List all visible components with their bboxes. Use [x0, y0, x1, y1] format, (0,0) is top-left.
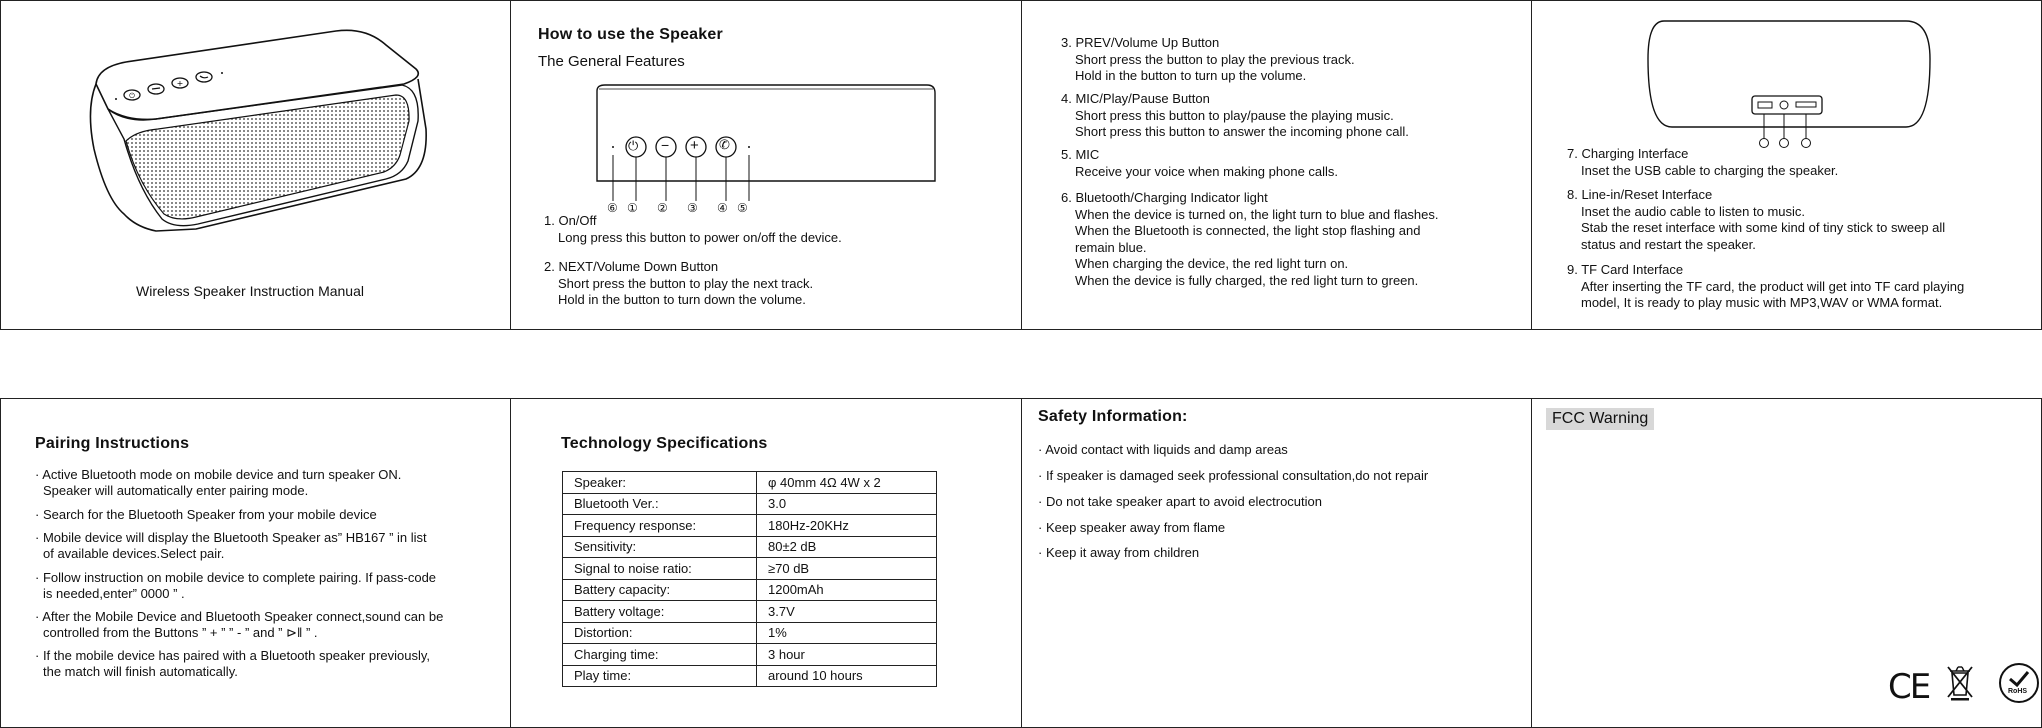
feature-item-6 — [1061, 190, 1439, 289]
pairing-line: · Active Bluetooth mode on mobile device and turn speaker ON. — [35, 467, 402, 482]
feature-line: Short press the button to play the previous track. — [1075, 51, 1355, 67]
safety-title: Safety Information: — [1038, 408, 1188, 425]
panel-safety — [1021, 398, 1532, 728]
feature-line: When the Bluetooth is connected, the light stop flashing and — [1075, 223, 1421, 238]
spec-row — [563, 579, 937, 601]
callout-1: ① — [627, 201, 638, 215]
rohs-label: RoHS — [2008, 688, 2028, 695]
feature-line: When the device is fully charged, the red light turn to green. — [1075, 272, 1419, 288]
spec-label: Speaker: — [563, 472, 757, 494]
feature-line: Inset the audio cable to listen to music. — [1581, 203, 1806, 219]
spec-label: Frequency response: — [563, 515, 757, 537]
feature-line: status and restart the speaker. — [1581, 236, 1756, 252]
feature-heading: 4. MIC/Play/Pause Button — [1061, 91, 1210, 106]
safety-bullet: · If speaker is damaged seek professional consultation,do not repair — [1038, 468, 1429, 483]
feature-item-4 — [1061, 91, 1409, 141]
back-ports-diagram — [1644, 19, 1934, 149]
callout-5: ⑤ — [737, 201, 748, 215]
feature-line: Hold in the button to turn up the volume. — [1075, 68, 1307, 83]
panel-ports — [1531, 0, 2042, 330]
spec-value: 1% — [757, 622, 937, 644]
feature-item-8 — [1567, 187, 1945, 253]
feature-line: When the device is turned on, the light turn to blue and flashes. — [1075, 206, 1439, 222]
feature-line: After inserting the TF card, the product will get into TF card playing — [1581, 278, 1965, 294]
spec-row — [563, 558, 937, 580]
svg-text:⏻: ⏻ — [129, 92, 135, 100]
pairing-bullet-2 — [35, 507, 377, 523]
fcc-warning-title: FCC Warning — [1546, 408, 1654, 430]
pairing-line: controlled from the Buttons ” + ” ” - ” and ” ⊳ǁ ” . — [43, 625, 318, 640]
pairing-title: Pairing Instructions — [35, 435, 190, 452]
safety-bullet: · Do not take speaker apart to avoid electrocution — [1038, 494, 1322, 509]
pairing-bullet-4 — [35, 570, 436, 602]
spec-label: Battery capacity: — [563, 579, 757, 601]
pairing-line: · Mobile device will display the Bluetooth Speaker as” HB167 ” in list — [35, 530, 427, 545]
manual-caption: Wireless Speaker Instruction Manual — [136, 283, 364, 299]
feature-heading: 5. MIC — [1061, 147, 1100, 162]
callout-6: ⑥ — [607, 201, 618, 215]
pairing-bullet-5 — [35, 609, 443, 641]
spec-row — [563, 536, 937, 558]
spec-row — [563, 644, 937, 666]
panel-pairing — [0, 398, 511, 728]
pairing-line: · Follow instruction on mobile device to complete pairing. If pass-code — [35, 570, 437, 585]
minus-icon: − — [661, 137, 670, 153]
feature-item-3 — [1061, 35, 1355, 85]
pairing-bullet-6 — [35, 648, 430, 680]
spec-label: Distortion: — [563, 622, 757, 644]
spec-row — [563, 472, 937, 494]
feature-item-9 — [1567, 262, 1964, 312]
specifications-title: Technology Specifications — [561, 435, 768, 452]
check-mark-icon — [2008, 670, 2030, 688]
spec-label: Sensitivity: — [563, 536, 757, 558]
feature-item-1 — [544, 213, 842, 246]
weee-bin-icon — [1945, 663, 1975, 701]
spec-label: Charging time: — [563, 644, 757, 666]
feature-heading: 3. PREV/Volume Up Button — [1061, 35, 1220, 50]
plus-icon: + — [690, 137, 699, 154]
spec-value: 1200mAh — [757, 579, 937, 601]
panel-speaker-illustration — [0, 0, 511, 330]
spec-value: 3.7V — [757, 601, 937, 623]
rohs-mark-icon — [1999, 663, 2039, 703]
speaker-illustration — [86, 29, 431, 264]
feature-heading: 7. Charging Interface — [1567, 146, 1689, 161]
spec-label: Play time: — [563, 665, 757, 687]
panel-how-to-use — [510, 0, 1022, 330]
spec-row — [563, 515, 937, 537]
safety-bullet: · Keep it away from children — [1038, 545, 1200, 560]
feature-heading: 2. NEXT/Volume Down Button — [544, 259, 719, 274]
spec-value: ≥70 dB — [757, 558, 937, 580]
callout-4: ④ — [717, 201, 728, 215]
pairing-line: is needed,enter” 0000 ” . — [43, 586, 185, 601]
button-diagram — [591, 83, 951, 213]
power-icon: ⏻ — [628, 139, 639, 154]
feature-line: Hold in the button to turn down the volume. — [558, 292, 806, 307]
general-features-subtitle: The General Features — [538, 53, 685, 70]
pairing-bullet-3 — [35, 530, 427, 562]
feature-line: Short press this button to play/pause the playing music. — [1075, 107, 1394, 123]
spec-label: Bluetooth Ver.: — [563, 493, 757, 515]
pairing-line: · After the Mobile Device and Bluetooth Speaker connect,sound can be — [35, 609, 444, 624]
safety-bullet: · Keep speaker away from flame — [1038, 520, 1226, 535]
feature-heading: 9. TF Card Interface — [1567, 262, 1684, 277]
feature-heading: 6. Bluetooth/Charging Indicator light — [1061, 190, 1268, 205]
callout-2: ② — [657, 201, 668, 215]
feature-item-7 — [1567, 146, 1838, 179]
spec-row — [563, 622, 937, 644]
spec-value: 180Hz-20KHz — [757, 515, 937, 537]
spec-value: 80±2 dB — [757, 536, 937, 558]
how-to-use-title: How to use the Speaker — [538, 26, 723, 43]
panel-fcc — [1531, 398, 2042, 728]
feature-line: Receive your voice when making phone calls. — [1075, 163, 1339, 179]
feature-line: When charging the device, the red light turn on. — [1075, 256, 1349, 271]
spec-value: around 10 hours — [757, 665, 937, 687]
pairing-bullet-1 — [35, 467, 401, 499]
pairing-line: of available devices.Select pair. — [43, 546, 225, 561]
spec-label: Battery voltage: — [563, 601, 757, 623]
feature-line: Stab the reset interface with some kind of tiny stick to sweep all — [1581, 220, 1946, 235]
pairing-line: the match will finish automatically. — [43, 664, 238, 679]
phone-icon: ✆ — [719, 138, 730, 153]
spec-value: 3 hour — [757, 644, 937, 666]
spec-value: φ 40mm 4Ω 4W x 2 — [757, 472, 937, 494]
feature-heading: 8. Line-in/Reset Interface — [1567, 187, 1713, 202]
feature-line: remain blue. — [1075, 239, 1147, 255]
safety-bullet: · Avoid contact with liquids and damp areas — [1038, 442, 1288, 457]
feature-line: Inset the USB cable to charging the speaker. — [1581, 162, 1839, 178]
feature-item-5 — [1061, 147, 1338, 180]
feature-line: model, It is ready to play music with MP3,WAV or WMA format. — [1581, 295, 1943, 310]
feature-line: Long press this button to power on/off the device. — [558, 229, 842, 245]
ce-mark-icon: CE — [1888, 667, 1930, 707]
spec-value: 3.0 — [757, 493, 937, 515]
spec-row — [563, 493, 937, 515]
panel-specifications — [510, 398, 1022, 728]
feature-item-2 — [544, 259, 813, 309]
spec-row — [563, 601, 937, 623]
panel-features-continued — [1021, 0, 1532, 330]
specifications-table — [562, 471, 937, 687]
svg-text:+: + — [176, 79, 184, 88]
pairing-line: · Search for the Bluetooth Speaker from your mobile device — [35, 507, 377, 522]
callout-3: ③ — [687, 201, 698, 215]
feature-line: Short press this button to answer the incoming phone call. — [1075, 124, 1409, 139]
pairing-line: · If the mobile device has paired with a Bluetooth speaker previously, — [35, 648, 431, 663]
pairing-line: Speaker will automatically enter pairing mode. — [43, 483, 309, 498]
feature-line: Short press the button to play the next track. — [558, 275, 814, 291]
feature-heading: 1. On/Off — [544, 213, 597, 228]
spec-row — [563, 665, 937, 687]
spec-label: Signal to noise ratio: — [563, 558, 757, 580]
